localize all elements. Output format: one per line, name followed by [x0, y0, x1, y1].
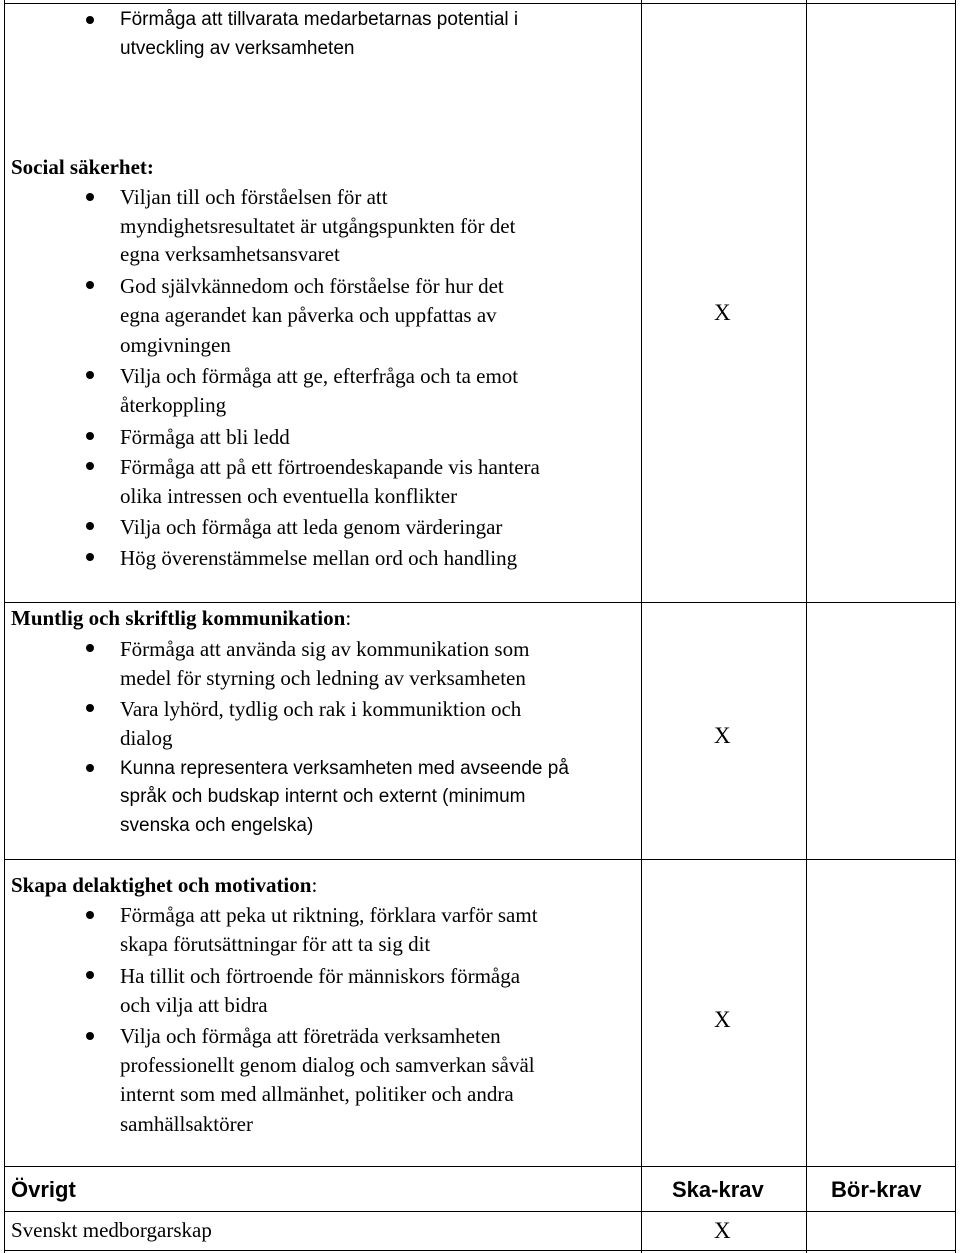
competency-item-line: Förmåga att tillvarata medarbetarnas potential i	[120, 9, 519, 30]
section-heading-kommunikation: Muntlig och skriftlig kommunikation:	[11, 606, 352, 630]
bullet-icon	[86, 432, 94, 440]
bullet-icon	[86, 971, 94, 979]
bullet-icon	[86, 911, 94, 919]
competency-item-line: Vara lyhörd, tydlig och rak i kommuniktion och	[120, 697, 522, 721]
competency-item-line: språk och budskap internt och externt (minimum	[120, 786, 526, 807]
ovrigt-row-label: Svenskt medborgarskap	[11, 1218, 212, 1242]
competency-item-line: Förmåga att bli ledd	[120, 425, 290, 449]
bullet-icon	[86, 704, 94, 712]
bullet-icon	[86, 193, 94, 201]
competency-item-line: återkoppling	[120, 393, 227, 417]
column-divider-bor	[806, 0, 807, 1253]
bullet-icon	[86, 371, 94, 379]
competency-item-line: egna verksamhetsansvaret	[120, 242, 340, 266]
ska-krav-mark: X	[714, 1218, 731, 1243]
competency-item-line: egna agerandet kan påverka och uppfattas av	[120, 303, 497, 327]
ska-krav-header: Ska-krav	[672, 1177, 764, 1202]
section-heading-delaktighet: Skapa delaktighet och motivation:	[11, 873, 318, 897]
ska-krav-mark: X	[714, 1007, 731, 1032]
competency-item-line: professionellt genom dialog och samverkan såväl	[120, 1053, 535, 1077]
column-divider-ska	[641, 0, 642, 1253]
table-border-right	[955, 0, 956, 1253]
competency-item-line: medel för styrning och ledning av verksamheten	[120, 666, 526, 690]
bullet-icon	[86, 1032, 94, 1040]
section-heading-social-sakerhet: Social säkerhet:	[11, 155, 154, 179]
bullet-icon	[86, 764, 94, 772]
bor-krav-header: Bör-krav	[831, 1177, 922, 1202]
row-divider	[4, 3, 956, 4]
competency-item-line: Förmåga att använda sig av kommunikation som	[120, 637, 530, 661]
competency-item-line: dialog	[120, 726, 173, 750]
competency-item-line: omgivningen	[120, 333, 231, 357]
ska-krav-mark: X	[714, 723, 731, 748]
competency-item-line: myndighetsresultatet är utgångspunkten för det	[120, 214, 516, 238]
ska-krav-mark: X	[714, 300, 731, 325]
ovrigt-heading: Övrigt	[11, 1177, 76, 1202]
competency-item-line: internt som med allmänhet, politiker och andra	[120, 1082, 514, 1106]
bullet-icon	[86, 16, 94, 24]
competency-item-line: svenska och engelska)	[120, 815, 314, 836]
competency-item-line: God självkännedom och förståelse för hur det	[120, 274, 504, 298]
row-divider	[4, 602, 956, 603]
competency-item-line: samhällsaktörer	[120, 1112, 253, 1136]
table-border-left	[4, 0, 5, 1253]
competency-item-line: utveckling av verksamheten	[120, 38, 355, 59]
competency-item-line: och vilja att bidra	[120, 993, 268, 1017]
competency-item-line: Kunna representera verksamheten med avseende på	[120, 758, 569, 779]
bullet-icon	[86, 462, 94, 470]
competency-item-line: Vilja och förmåga att ge, efterfråga och ta emot	[120, 364, 519, 388]
row-divider	[4, 1211, 956, 1212]
bullet-icon	[86, 553, 94, 561]
competency-item-line: Förmåga att peka ut riktning, förklara varför samt	[120, 903, 538, 927]
bullet-icon	[86, 281, 94, 289]
competency-item-line: skapa förutsättningar för att ta sig dit	[120, 932, 431, 956]
table-border-bottom	[4, 1250, 956, 1251]
competency-item-line: Förmåga att på ett förtroendeskapande vis hantera	[120, 455, 540, 479]
competency-item-line: Hög överenstämmelse mellan ord och handling	[120, 546, 518, 570]
competency-item-line: Vilja och förmåga att leda genom värderingar	[120, 515, 503, 539]
competency-item-line: Ha tillit och förtroende för människors förmåga	[120, 964, 521, 988]
competency-item-line: olika intressen och eventuella konflikter	[120, 484, 458, 508]
bullet-icon	[86, 644, 94, 652]
competency-item-line: Viljan till och förståelsen för att	[120, 185, 388, 209]
row-divider	[4, 859, 956, 860]
row-divider	[4, 1166, 956, 1167]
bullet-icon	[86, 522, 94, 530]
competency-item-line: Vilja och förmåga att företräda verksamheten	[120, 1024, 501, 1048]
